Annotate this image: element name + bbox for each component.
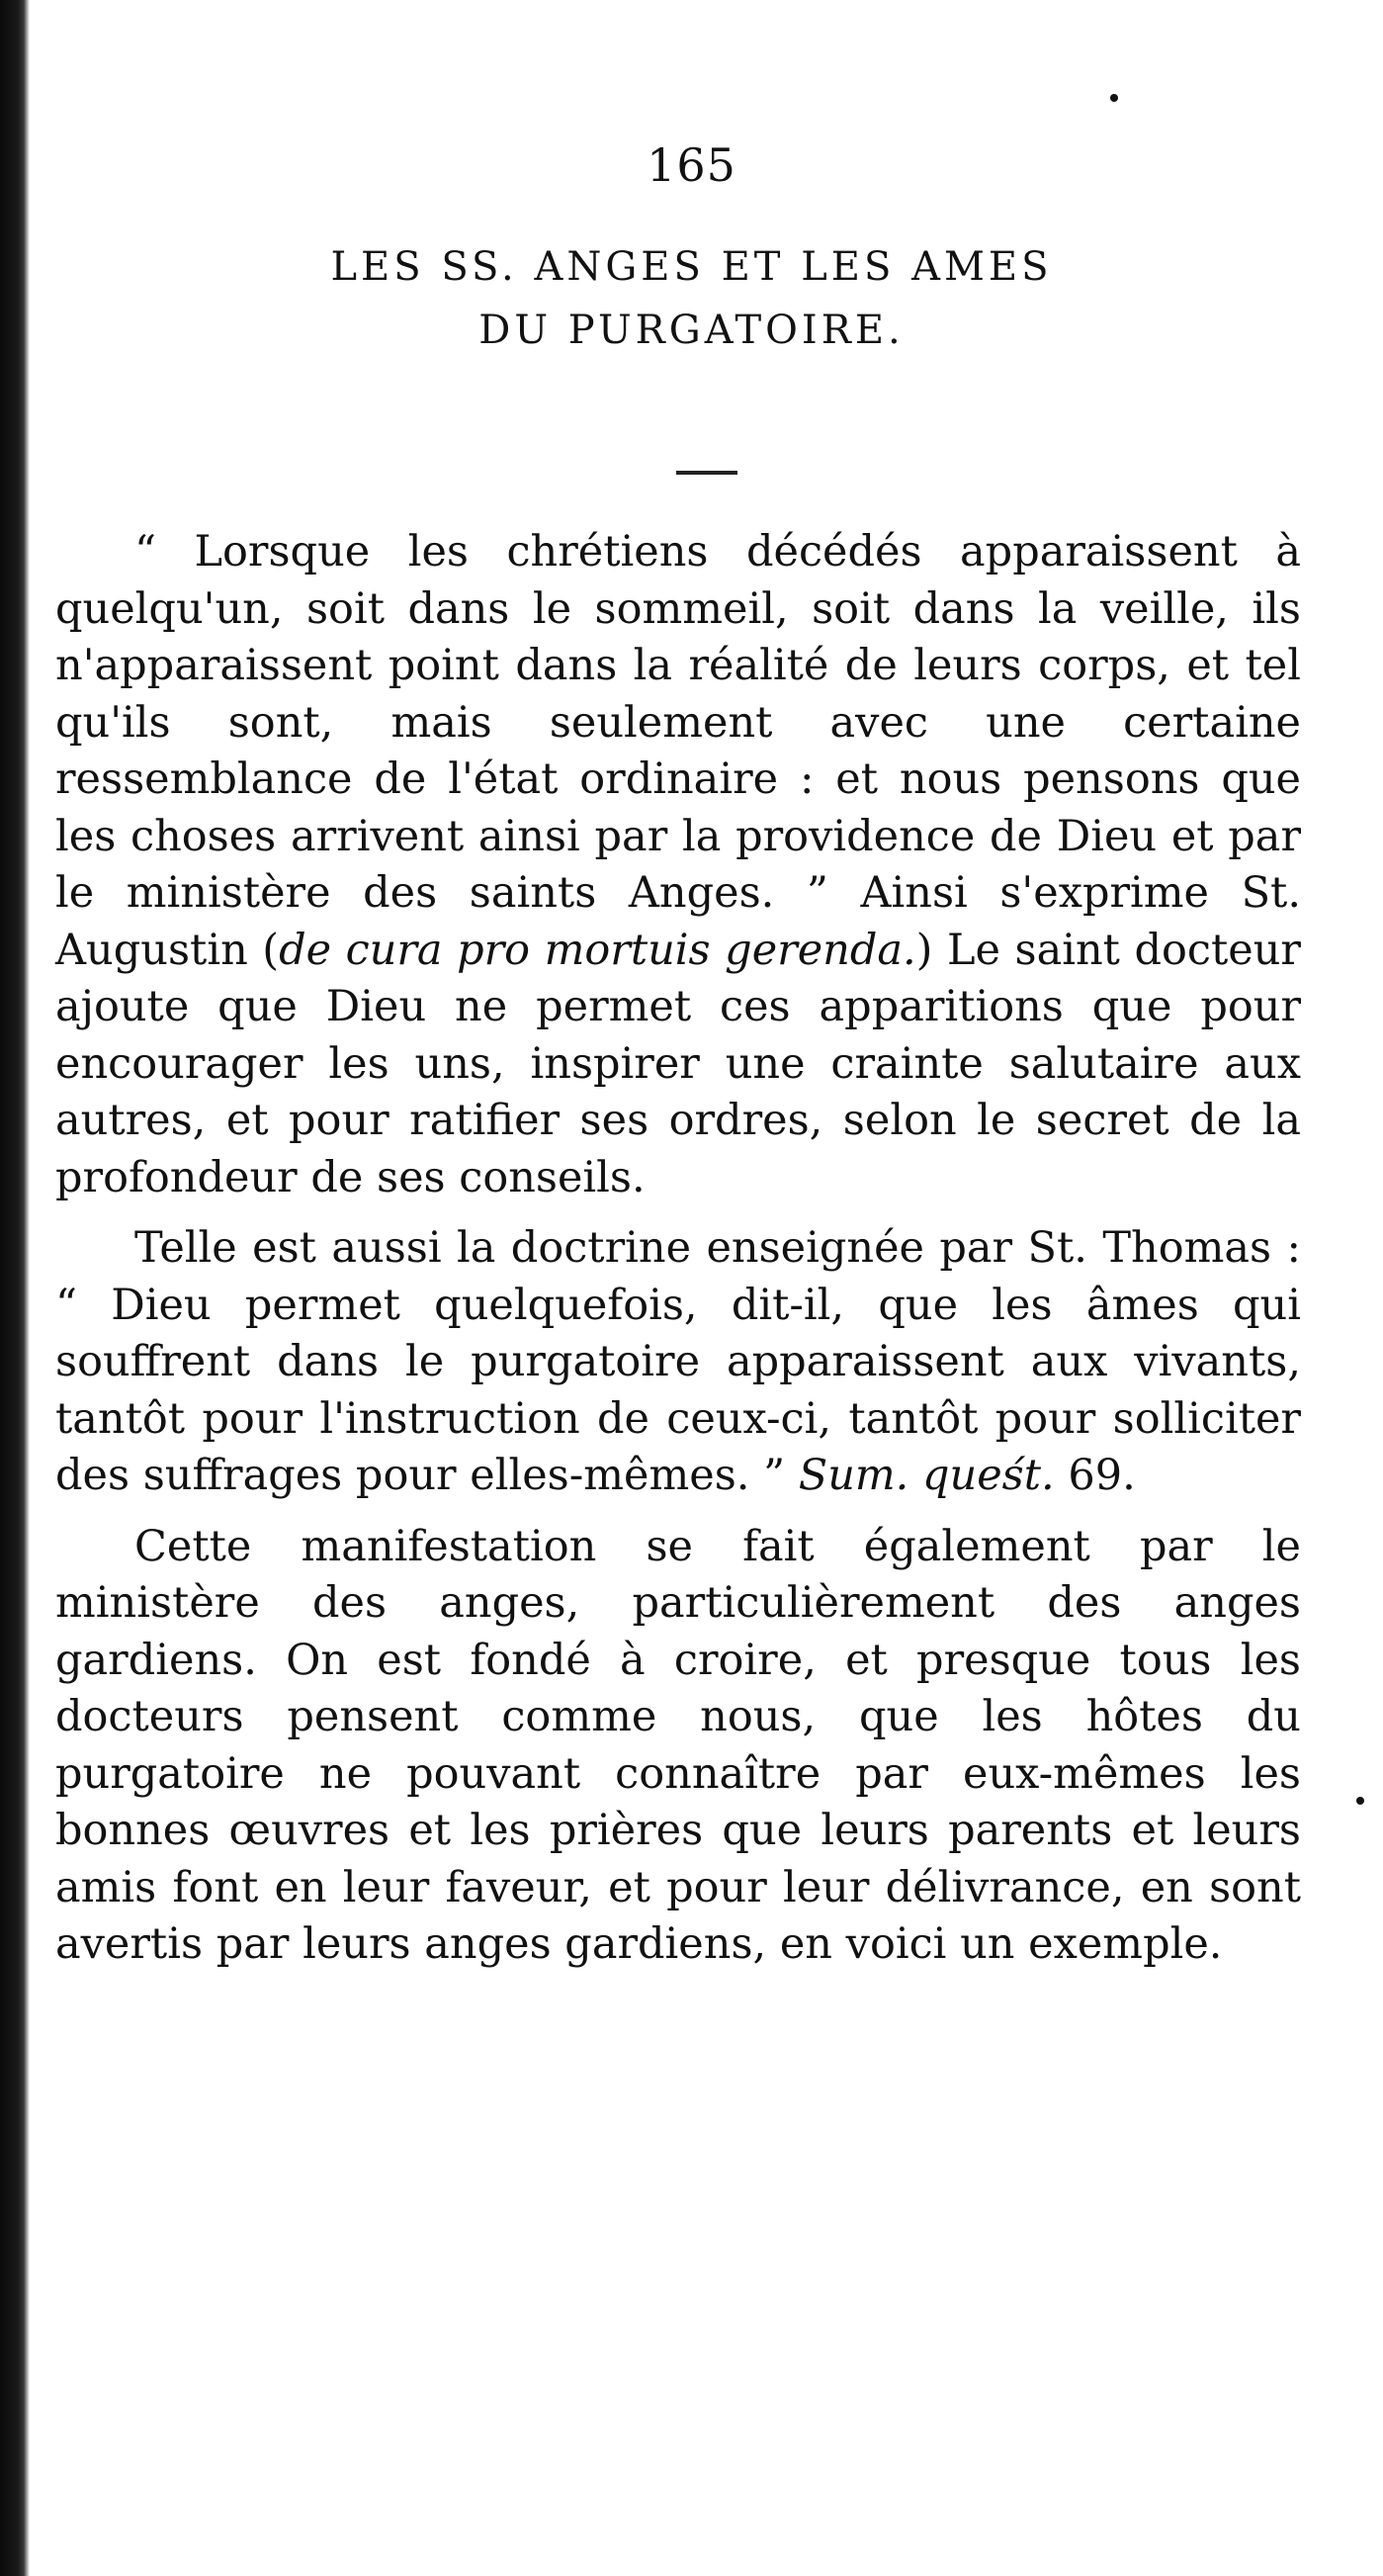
ink-speck <box>1356 1797 1364 1805</box>
chapter-title <box>0 235 1383 362</box>
paragraph-2 <box>55 1220 1301 1505</box>
paragraph-2-text-b: 69. <box>1054 1451 1136 1500</box>
body-text <box>55 524 1301 1988</box>
chapter-title-line-1: LES SS. ANGES ET LES AMES <box>330 244 1053 290</box>
ink-speck <box>1110 94 1118 102</box>
title-separator-rule <box>676 471 737 475</box>
paragraph-2-italic-citation: Sum. queśt. <box>798 1451 1055 1500</box>
paragraph-1-text-b: ) Le saint docteur ajoute que Dieu ne permet ces apparitions que pour encourager les uns, inspirer une crainte salutaire aux autres, et pour ratifier ses ordres, selon le secret de la profondeur de ses conseils. <box>55 925 1301 1202</box>
paragraph-3-text-a: Cette manifestation se fait également par le ministère des anges, particulièrement des anges gardiens. On est fondé à croire, et presque tous les docteurs pensent comme nous, que les hôtes du purgatoire ne pouvant connaître par eux-mêmes les bonnes œuvres et les prières que leurs parents et leurs amis font en leur faveur, et pour leur délivrance, en sont avertis par leurs anges gardiens, en voici un exemple. <box>55 1521 1301 1969</box>
paragraph-1-italic-citation: de cura pro mortuis gerenda. <box>279 925 916 975</box>
paragraph-1-text-a: “ Lorsque les chrétiens décédés apparaissent à quelqu'un, soit dans le sommeil, soit dans la veille, ils n'apparaissent point dans la réalité de leurs corps, et tel qu'ils sont, mais seulement avec une certaine ressemblance de l'état ordinaire : et nous pensons que les choses arrivent ainsi par la providence de Dieu et par le ministère des saints Anges. ” Ainsi s'exprime St. Augustin ( <box>55 527 1301 975</box>
paragraph-2-text-a: Telle est aussi la doctrine enseignée par St. Thomas : “ Dieu permet quelquefois, dit-il, que les âmes qui souffrent dans le purgatoire apparaissent aux vivants, tantôt pour l'instruction de ceux-ci, tantôt pour solliciter des suffrages pour elles-mêmes. ” <box>55 1223 1301 1500</box>
paragraph-3 <box>55 1519 1301 1974</box>
page-number: 165 <box>647 138 736 192</box>
paragraph-1 <box>55 524 1301 1206</box>
page-binding-edge <box>0 0 30 2576</box>
chapter-title-line-2: DU PURGATOIRE. <box>478 308 905 353</box>
